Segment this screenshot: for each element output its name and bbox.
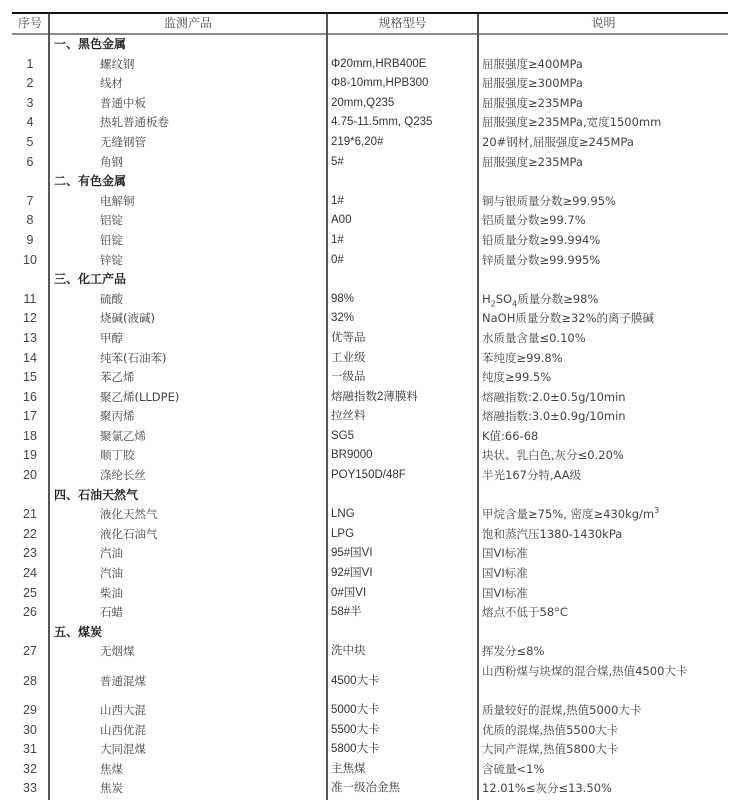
table-row bbox=[0, 309, 740, 329]
product-name: 汽油 bbox=[100, 546, 123, 561]
section-row bbox=[0, 35, 740, 55]
product-name: 普通混煤 bbox=[100, 674, 146, 688]
product-description: 山西粉煤与块煤的混合煤,热值4500大卡 bbox=[482, 664, 688, 678]
table-row bbox=[0, 564, 740, 584]
product-name: 锌锭 bbox=[100, 252, 123, 267]
section-row bbox=[0, 486, 740, 506]
row-number: 19 bbox=[23, 448, 37, 463]
product-spec: 4500大卡 bbox=[331, 675, 380, 687]
product-name: 铝锭 bbox=[100, 213, 123, 228]
product-description: 质量较好的混煤,热值5000大卡 bbox=[482, 703, 642, 717]
product-spec: 58#半 bbox=[331, 606, 362, 619]
table-row bbox=[0, 525, 740, 545]
product-spec: BR9000 bbox=[331, 449, 373, 462]
product-description: 大同产混煤,热值5800大卡 bbox=[482, 742, 619, 757]
row-number: 15 bbox=[23, 370, 37, 385]
row-number: 27 bbox=[23, 644, 37, 659]
row-number: 31 bbox=[23, 742, 37, 757]
product-description: 含硫量<1% bbox=[482, 761, 545, 776]
product-spec: 主焦煤 bbox=[331, 762, 366, 775]
product-description: 苯纯度≥99.8% bbox=[482, 350, 563, 365]
header-number: 序号 bbox=[17, 16, 42, 30]
row-number: 11 bbox=[23, 291, 37, 306]
product-spec: 优等品 bbox=[331, 331, 366, 344]
product-description: 20#钢材,屈服强度≥245MPa bbox=[482, 134, 634, 149]
product-spec: A00 bbox=[331, 214, 352, 227]
product-spec: 20mm,Q235 bbox=[331, 96, 395, 109]
product-description: 12.01%≤灰分≤13.50% bbox=[482, 781, 612, 796]
table-row bbox=[0, 231, 740, 251]
row-number: 26 bbox=[23, 605, 37, 620]
row-number: 12 bbox=[23, 311, 37, 326]
row-number: 20 bbox=[23, 468, 37, 483]
table-row bbox=[0, 466, 740, 486]
table-row bbox=[0, 113, 740, 133]
product-spec: 98% bbox=[331, 292, 355, 305]
table-row bbox=[0, 760, 740, 780]
table-row bbox=[0, 55, 740, 75]
product-name: 纯苯(石油苯) bbox=[100, 350, 167, 365]
product-spec: POY150D/48F bbox=[331, 469, 406, 482]
product-description: 甲烷含量≥75%, 密度$\ge 430kg/m^3$ bbox=[482, 506, 660, 522]
product-spec: 5# bbox=[331, 155, 344, 168]
row-number: 5 bbox=[26, 134, 34, 149]
row-number: 29 bbox=[23, 703, 37, 717]
product-name: 热轧普通板卷 bbox=[100, 115, 169, 130]
product-name: 螺纹钢 bbox=[100, 56, 135, 71]
product-spec: 洗中块 bbox=[331, 645, 366, 658]
row-number: 24 bbox=[23, 566, 37, 581]
product-name: 顺丁胶 bbox=[100, 448, 135, 463]
product-name: 甲醇 bbox=[100, 330, 123, 345]
row-number: 25 bbox=[23, 585, 37, 600]
product-name: 铅锭 bbox=[100, 232, 123, 247]
table-row bbox=[0, 133, 740, 153]
table-row bbox=[0, 211, 740, 231]
section-title: 四、石油天然气 bbox=[54, 487, 139, 502]
table-row bbox=[0, 544, 740, 564]
table-row bbox=[0, 721, 740, 741]
product-name: 聚乙烯(LLDPE) bbox=[100, 389, 180, 404]
row-number: 13 bbox=[23, 330, 37, 345]
product-name: 电解铜 bbox=[100, 193, 135, 208]
product-description: 水质量含量≤0.10% bbox=[482, 330, 586, 345]
product-spec: 工业级 bbox=[331, 351, 366, 364]
product-spec: LNG bbox=[331, 508, 355, 521]
product-spec: 准一级冶金焦 bbox=[331, 782, 400, 795]
table-row bbox=[0, 427, 740, 447]
product-description: 块状、乳白色,灰分≤0.20% bbox=[482, 448, 624, 463]
product-description: 屈服强度≥300MPa bbox=[482, 76, 583, 91]
row-number: 22 bbox=[23, 526, 37, 541]
product-spec: 0#国VI bbox=[331, 586, 367, 599]
product-description: 屈服强度≥235MPa bbox=[482, 154, 583, 169]
product-name: 大同混煤 bbox=[100, 742, 146, 757]
row-number: 28 bbox=[23, 674, 37, 688]
product-spec: 拉丝料 bbox=[331, 410, 366, 423]
product-description: 铝质量分数≥99.7% bbox=[482, 213, 586, 228]
table-row bbox=[0, 349, 740, 369]
header-spec: 规格型号 bbox=[378, 16, 427, 30]
table-row bbox=[0, 192, 740, 212]
section-row bbox=[0, 623, 740, 643]
section-title: 二、有色金属 bbox=[54, 174, 127, 189]
row-number: 17 bbox=[23, 409, 37, 424]
table-row bbox=[0, 368, 740, 388]
product-description: 国VI标准 bbox=[482, 546, 528, 561]
row-number: 2 bbox=[26, 76, 34, 91]
product-spec: 95#国VI bbox=[331, 547, 373, 560]
product-spec: 92#国VI bbox=[331, 567, 373, 580]
product-name: 聚氯乙烯 bbox=[100, 428, 146, 443]
product-spec: 4.75-11.5mm, Q235 bbox=[331, 116, 433, 129]
table-row bbox=[0, 584, 740, 604]
row-number: 3 bbox=[26, 95, 34, 110]
row-number: 32 bbox=[23, 761, 37, 776]
product-spec: 5500大卡 bbox=[331, 723, 380, 736]
product-description: $H_2SO_4$质量分数≥98% bbox=[482, 291, 599, 309]
product-description: 锌质量分数≥99.995% bbox=[482, 252, 601, 267]
table-row bbox=[0, 329, 740, 349]
table-body bbox=[0, 35, 740, 799]
product-description: 铜与银质量分数≥99.95% bbox=[482, 193, 616, 208]
table-row bbox=[0, 153, 740, 173]
product-spec: Φ20mm,HRB400E bbox=[331, 57, 427, 70]
product-name: 无烟煤 bbox=[100, 644, 135, 659]
product-spec: 一级品 bbox=[331, 371, 366, 384]
row-number: 8 bbox=[26, 213, 34, 228]
product-spec: 5800大卡 bbox=[331, 743, 380, 756]
section-title: 一、黑色金属 bbox=[54, 37, 127, 51]
product-description: 国VI标准 bbox=[482, 585, 528, 600]
product-description: 熔融指数:2.0±0.5g/10min bbox=[482, 389, 626, 404]
product-name: 涤纶长丝 bbox=[100, 468, 146, 483]
product-description: 熔融指数:3.0±0.9g/10min bbox=[482, 409, 626, 424]
table-row bbox=[0, 662, 740, 701]
product-name: 液化天然气 bbox=[100, 507, 158, 522]
product-description: K值:66-68 bbox=[482, 428, 539, 443]
table-row bbox=[0, 642, 740, 662]
product-name: 焦炭 bbox=[100, 781, 123, 796]
row-number: 18 bbox=[23, 428, 37, 443]
table-row bbox=[0, 290, 740, 310]
row-number: 21 bbox=[23, 507, 37, 522]
product-name: 角钢 bbox=[100, 154, 123, 169]
product-spec: Φ8-10mm,HPB300 bbox=[331, 77, 429, 90]
product-description: 屈服强度≥400MPa bbox=[482, 56, 583, 71]
table-row bbox=[0, 701, 740, 721]
row-number: 14 bbox=[23, 350, 37, 365]
table-row bbox=[0, 94, 740, 114]
table-row bbox=[0, 740, 740, 760]
table-row bbox=[0, 603, 740, 623]
product-description: 屈服强度≥235MPa bbox=[482, 95, 583, 110]
product-name: 苯乙烯 bbox=[100, 370, 135, 385]
row-number: 30 bbox=[23, 722, 37, 737]
product-description: NaOH质量分数≥32%的离子膜碱 bbox=[482, 311, 655, 326]
product-name: 山西大混 bbox=[100, 703, 146, 717]
row-number: 10 bbox=[23, 252, 37, 267]
table-row bbox=[0, 505, 740, 525]
product-name: 聚丙烯 bbox=[100, 409, 135, 424]
product-name: 石蜡 bbox=[100, 605, 123, 620]
section-row bbox=[0, 270, 740, 290]
product-name: 汽油 bbox=[100, 566, 123, 581]
product-spec: 0# bbox=[331, 253, 344, 266]
table-row bbox=[0, 251, 740, 271]
product-name: 焦煤 bbox=[100, 761, 123, 776]
product-spec: 1# bbox=[331, 194, 344, 207]
product-description: 熔点不低于58°C bbox=[482, 605, 568, 620]
row-number: 1 bbox=[26, 56, 34, 71]
table-row bbox=[0, 407, 740, 427]
table-row bbox=[0, 74, 740, 94]
product-description: 铅质量分数≥99.994% bbox=[482, 232, 601, 247]
product-name: 液化石油气 bbox=[100, 526, 158, 541]
table-row bbox=[0, 779, 740, 799]
row-number: 23 bbox=[23, 546, 37, 561]
section-title: 三、化工产品 bbox=[54, 272, 127, 287]
product-name: 山西优混 bbox=[100, 722, 146, 737]
section-title: 五、煤炭 bbox=[54, 624, 103, 639]
product-spec: 5000大卡 bbox=[331, 704, 380, 716]
product-description: 半光167分特,AA级 bbox=[482, 468, 582, 483]
product-description: 优质的混煤,热值5500大卡 bbox=[482, 722, 619, 737]
row-number: 6 bbox=[26, 154, 34, 169]
product-name: 线材 bbox=[100, 76, 123, 91]
product-spec: 1# bbox=[331, 233, 344, 246]
header-description: 说明 bbox=[591, 16, 616, 30]
product-spec: 32% bbox=[331, 312, 355, 325]
row-number: 33 bbox=[23, 781, 37, 796]
product-description: 国VI标准 bbox=[482, 566, 528, 581]
product-description: 屈服强度≥235MPa,宽度1500mm bbox=[482, 115, 662, 130]
row-number: 16 bbox=[23, 389, 37, 404]
product-description: 挥发分≤8% bbox=[482, 644, 545, 659]
row-number: 7 bbox=[26, 193, 34, 208]
product-name: 普通中板 bbox=[100, 95, 146, 110]
section-row bbox=[0, 172, 740, 192]
product-spec: LPG bbox=[331, 527, 355, 540]
table-row bbox=[0, 446, 740, 466]
product-spec: 熔融指数2薄膜料 bbox=[331, 390, 418, 403]
product-name: 无缝钢管 bbox=[100, 134, 146, 149]
product-spec: 219*6,20# bbox=[331, 135, 384, 148]
header-product: 监测产品 bbox=[163, 16, 212, 30]
product-name: 烧碱(液碱) bbox=[100, 311, 155, 326]
row-number: 9 bbox=[26, 232, 34, 247]
product-name: 柴油 bbox=[100, 585, 123, 600]
product-name: 硫酸 bbox=[100, 291, 123, 306]
product-description: 纯度≥99.5% bbox=[482, 370, 552, 385]
table-row bbox=[0, 388, 740, 408]
product-spec: SG5 bbox=[331, 429, 355, 442]
row-number: 4 bbox=[26, 115, 34, 130]
product-description: 饱和蒸汽压1380-1430kPa bbox=[482, 526, 623, 541]
